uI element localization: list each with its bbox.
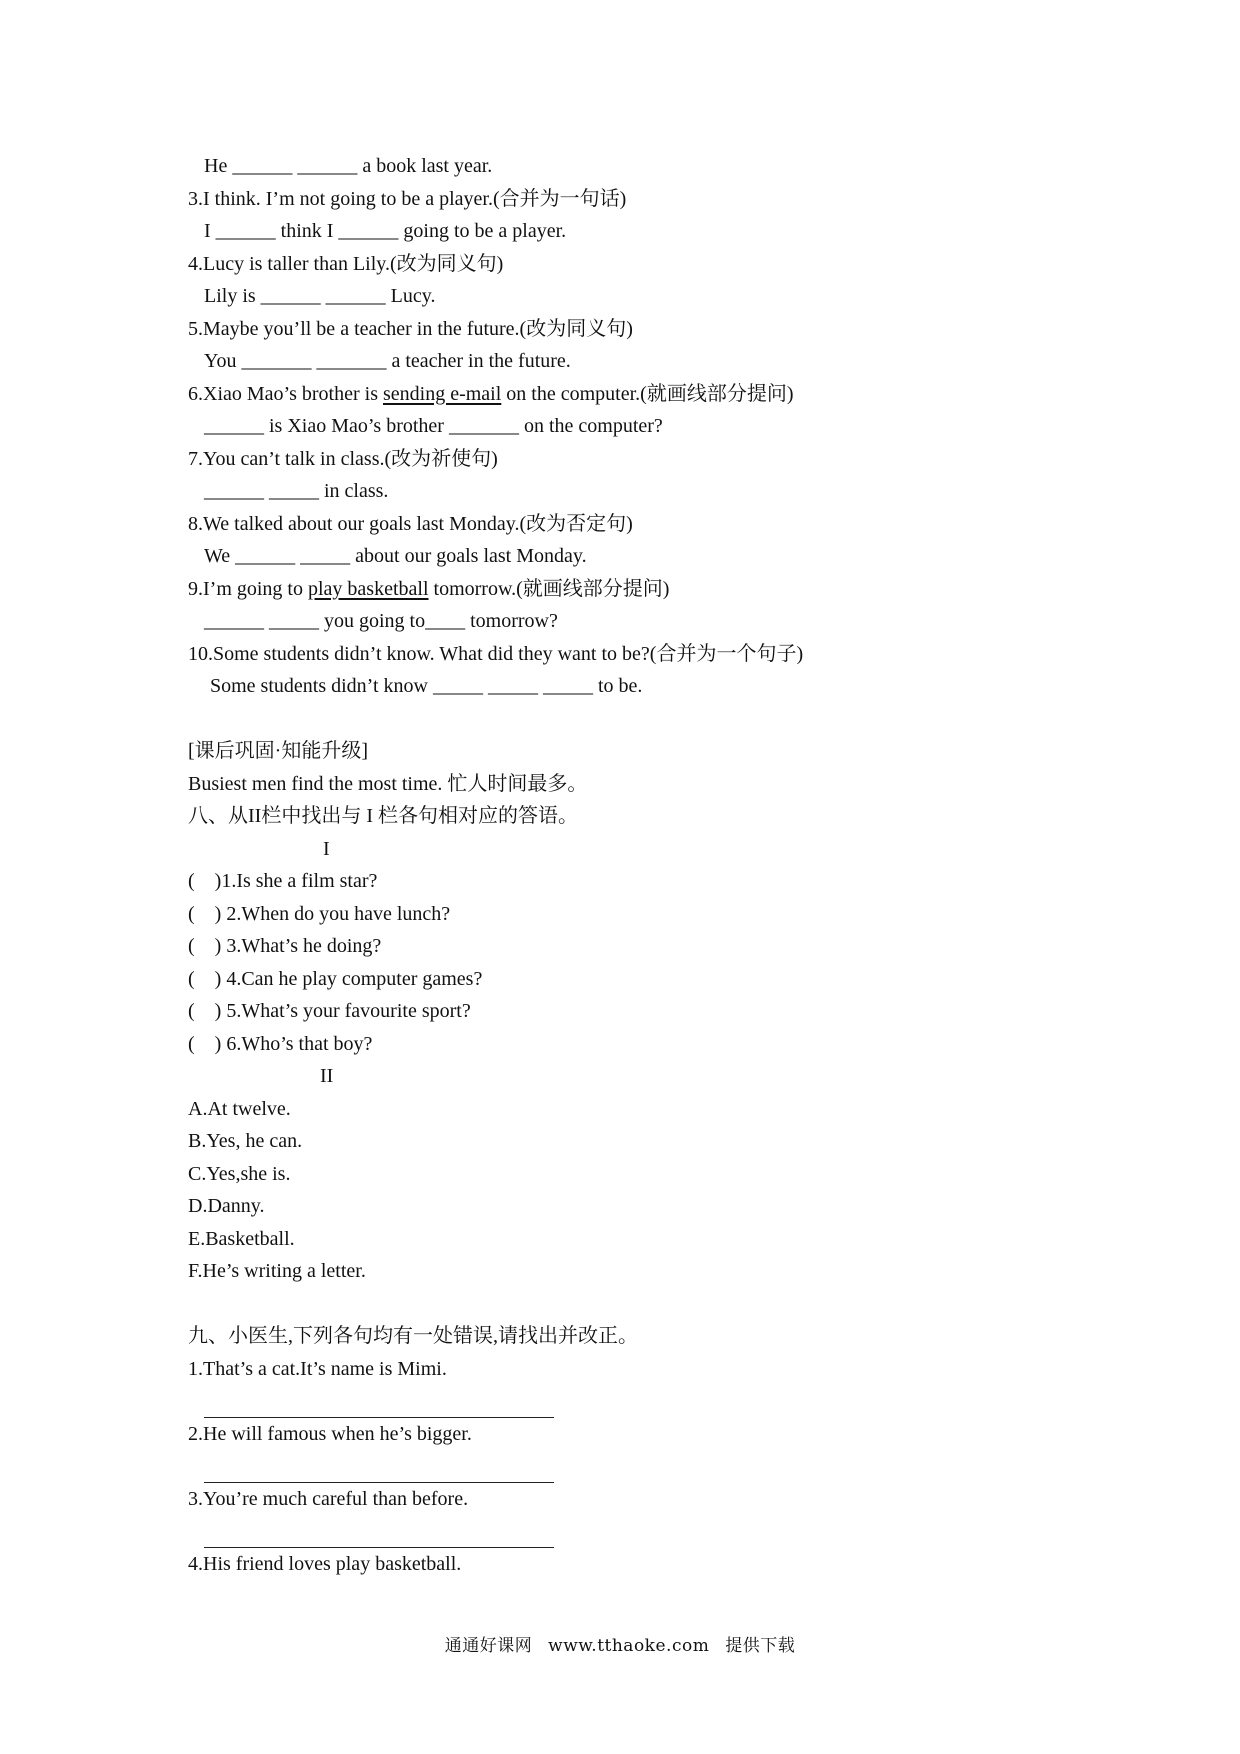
item-6-prompt-start: 6.Xiao Mao’s brother is [188, 382, 383, 405]
column-i-label: I [323, 837, 330, 860]
answer-option: B.Yes, he can. [188, 1130, 303, 1152]
correction-answer-line [204, 1385, 554, 1418]
error-sentence: 1.That’s a cat.It’s name is Mimi. [188, 1357, 447, 1380]
item-10-prompt: 10.Some students didn’t know. What did they want to be?(合并为一个句子) [188, 642, 804, 665]
question-row: ( ) 5.What’s your favourite sport? [188, 1000, 471, 1022]
item-9-answer: ______ _____ you going to____ tomorrow? [204, 610, 558, 632]
item-6-answer: ______ is Xiao Mao’s brother _______ on the computer? [204, 415, 663, 437]
item-7-answer: ______ _____ in class. [204, 480, 389, 502]
item-9-prompt-end: tomorrow.(就画线部分提问) [428, 577, 670, 600]
section-8-title: 八、从II栏中找出与 I 栏各句相对应的答语。 [188, 805, 578, 827]
footer-site-name: 通通好课网 [444, 1636, 533, 1656]
item-4-prompt: 4.Lucy is taller than Lily.(改为同义句) [188, 252, 504, 275]
answer-option: F.He’s writing a letter. [188, 1260, 366, 1282]
answer-option: C.Yes,she is. [188, 1162, 291, 1185]
correction-answer-line [204, 1450, 554, 1483]
after-class-heading: [课后巩固·知能升级] [188, 740, 368, 762]
error-sentence: 4.His friend loves play basketball. [188, 1552, 462, 1575]
worksheet-page [188, 150, 1148, 1580]
question-row: ( ) 6.Who’s that boy? [188, 1032, 373, 1055]
proverb: Busiest men find the most time. 忙人时间最多。 [188, 772, 588, 795]
question-row: ( )1.Is she a film star? [188, 870, 378, 892]
item-4-answer: Lily is ______ ______ Lucy. [204, 285, 436, 307]
correction-answer-line [204, 1515, 554, 1548]
item-8-prompt: 8.We talked about our goals last Monday.(改为否定句) [188, 512, 633, 535]
item-10-answer: Some students didn’t know _____ _____ _____ to be. [210, 675, 643, 697]
footer-url: www.tthaoke.com [548, 1636, 710, 1656]
footer-provide-text: 提供下载 [725, 1636, 796, 1656]
answer-option: A.At twelve. [188, 1097, 291, 1120]
item-8-answer: We ______ _____ about our goals last Monday. [204, 545, 587, 567]
spacer [188, 703, 1148, 736]
item-9-prompt-start: 9.I’m going to [188, 577, 308, 600]
answer-option: D.Danny. [188, 1195, 265, 1217]
item-9-underlined-part: play basketball [308, 577, 429, 600]
spacer [188, 1288, 1148, 1321]
item-9-prompt [188, 573, 1148, 606]
item-6-prompt [188, 378, 1148, 411]
question-row: ( ) 4.Can he play computer games? [188, 967, 483, 990]
question-row: ( ) 2.When do you have lunch? [188, 902, 451, 925]
item-6-prompt-end: on the computer.(就画线部分提问) [501, 382, 794, 405]
question-row: ( ) 3.What’s he doing? [188, 935, 382, 957]
item-3-prompt: 3.I think. I’m not going to be a player.(合并为一句话) [188, 187, 627, 210]
answer-option: E.Basketball. [188, 1227, 295, 1250]
section-9-title: 九、小医生,下列各句均有一处错误,请找出并改正。 [188, 1325, 638, 1347]
item-3-answer: I ______ think I ______ going to be a player. [204, 220, 567, 242]
item-5-answer: You _______ _______ a teacher in the future. [204, 350, 571, 372]
column-ii-label: II [320, 1065, 334, 1087]
page-footer [0, 1631, 1240, 1656]
error-sentence: 3.You’re much careful than before. [188, 1487, 469, 1510]
item-6-underlined-part: sending e-mail [382, 382, 502, 405]
item-7-prompt: 7.You can’t talk in class.(改为祈使句) [188, 447, 498, 470]
item-2-answer: He ______ ______ a book last year. [204, 155, 493, 177]
error-sentence: 2.He will famous when he’s bigger. [188, 1422, 472, 1445]
item-5-prompt: 5.Maybe you’ll be a teacher in the future.(改为同义句) [188, 317, 633, 340]
